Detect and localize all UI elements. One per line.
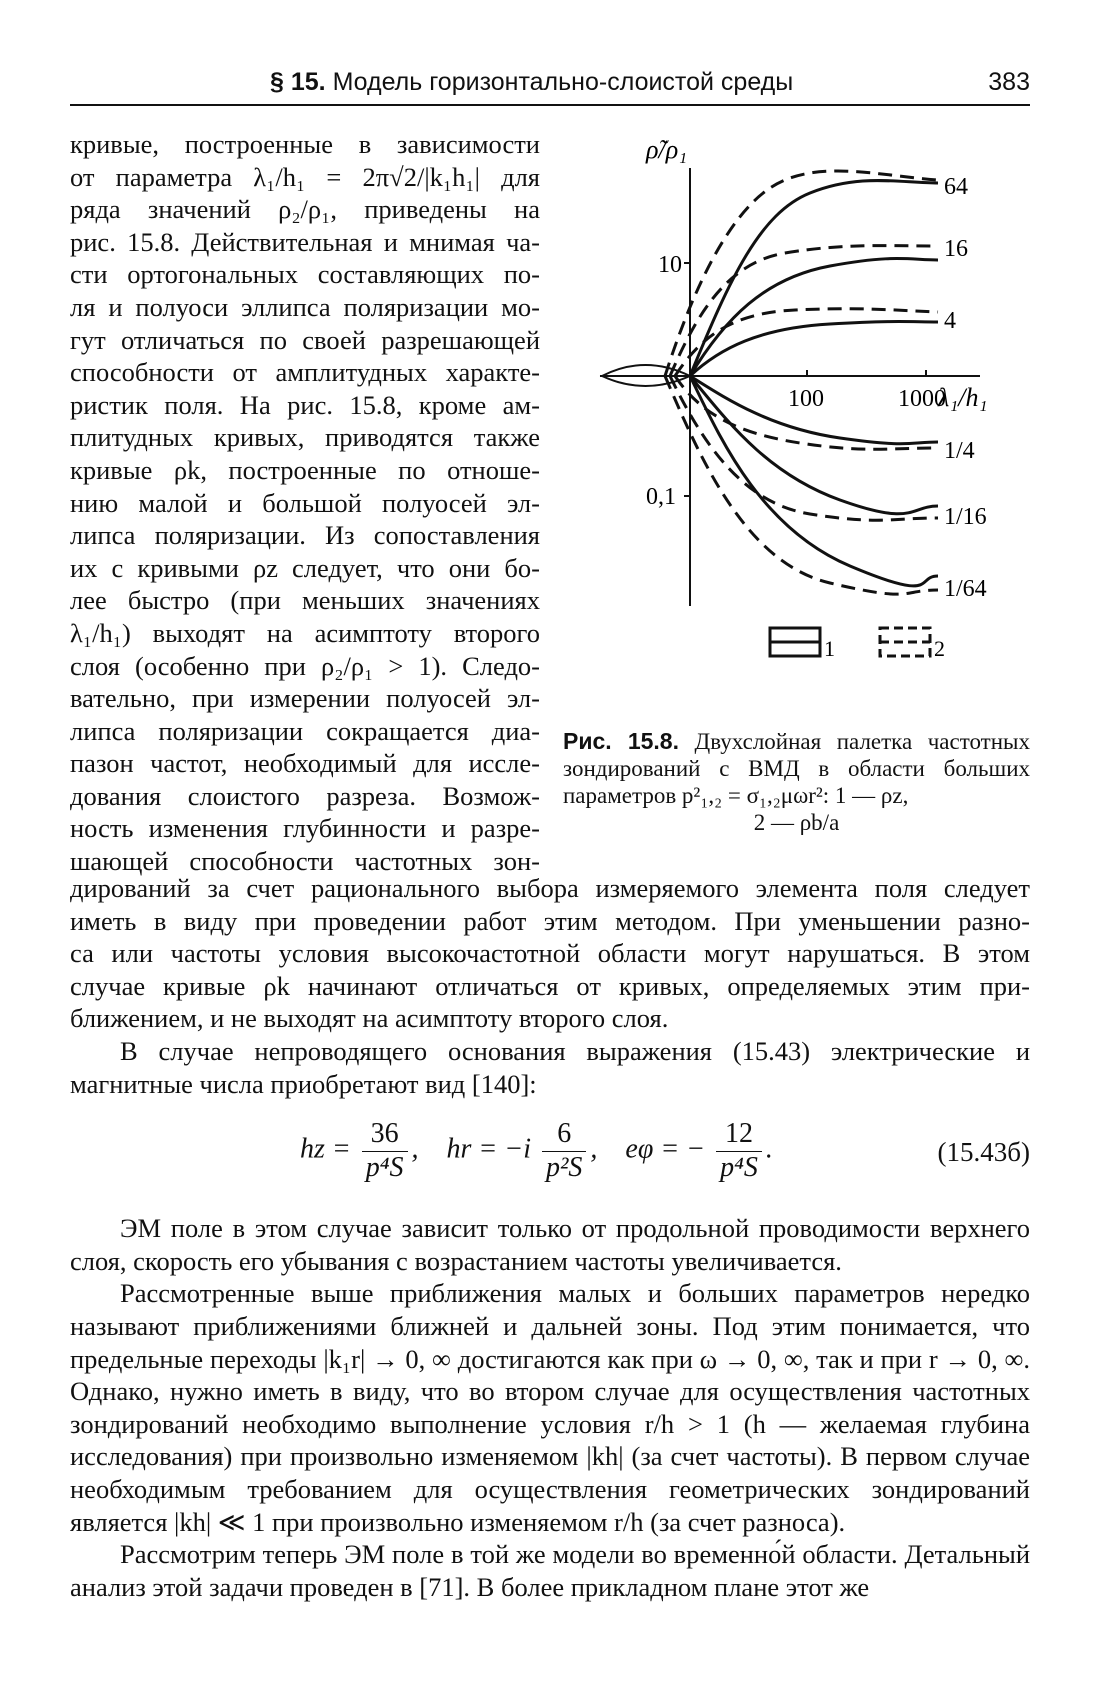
left-column-line: дования слоистого разреза. Возмож- xyxy=(70,780,540,811)
left-column-line: лее быстро (при меньших значениях xyxy=(70,585,540,616)
left-column-line: кривые ρk, построенные по отноше- xyxy=(70,454,540,485)
formula-ephi-num: 12 xyxy=(716,1118,762,1152)
formula-ephi-fraction xyxy=(716,1118,762,1184)
continuation-line: ближением, и не выходят на асимптоту второго слоя. xyxy=(70,1003,669,1034)
left-column-line: шающей способности частотных зон- xyxy=(70,846,540,877)
continuation-paragraph xyxy=(70,872,1030,1035)
formula-ephi-den: p⁴S xyxy=(720,1151,758,1183)
curve-label-1-4: 1/4 xyxy=(944,438,975,464)
main-text xyxy=(70,872,1030,1603)
section-title: Модель горизонтально-слоистой среды xyxy=(332,68,794,96)
left-column-text xyxy=(70,128,540,878)
left-column-line: липса поляризации сокращается диа- xyxy=(70,715,540,746)
continuation-line: са или частоты условия высокочастотной области могут нарушаться. В этом xyxy=(70,938,1030,969)
left-column-line: гут отличаться по своей разрешающей xyxy=(70,324,540,355)
paragraph-3: ЭМ поле в этом случае зависит только от продольной проводимости верхнего слоя, скорость его убывания с возрастанием частоты увеличивается. xyxy=(70,1213,1030,1276)
continuation-line: дирований за счет рационального выбора измеряемого элемента поля следует xyxy=(70,873,1030,903)
curve-label-64: 64 xyxy=(944,174,968,200)
left-column-line: липса поляризации. Из сопоставления xyxy=(70,520,540,551)
formula-ephi-lhs: eφ = − xyxy=(625,1133,706,1165)
formula-hr-fraction xyxy=(542,1118,586,1184)
paragraph-5: Рассмотрим теперь ЭМ поле в той же модели во временно́й области. Детальный анализ этой задачи проведен в [71]. В более прикладном плане этот же xyxy=(70,1539,1030,1602)
curve-label-16: 16 xyxy=(944,236,968,262)
continuation-line: случае кривые ρk начинают отличаться от кривых, определяемых этим при- xyxy=(70,970,1030,1001)
figure-15-8 xyxy=(560,128,1030,728)
left-column-line: плитудных кривых, приводятся также xyxy=(70,422,540,453)
left-column-line: способности от амплитудных характе- xyxy=(70,357,540,388)
curve-label-4: 4 xyxy=(944,308,956,334)
left-column-line: λ₁/h₁) выходят на асимптоту второго xyxy=(70,617,540,648)
formula-hz-fraction xyxy=(362,1118,408,1184)
left-column-line: вательно, при измерении полуосей эл- xyxy=(70,683,540,714)
formula-hr-lhs: hr = −i xyxy=(446,1133,531,1165)
y-tick-label-10: 10 xyxy=(658,252,682,278)
left-column-line: ряда значений ρ₂/ρ₁, приведены на xyxy=(70,194,540,225)
formula-expression: hz = $\frac{36}{\text{p⁴S}}$ , hr = −i $\frac{6}{\text{p²S}}$ , eφ = − $\frac{12}{\text{p⁴S}}$ . xyxy=(300,1118,773,1183)
left-column-line: слоя (особенно при ρ₂/ρ₁ > 1). Следо- xyxy=(70,650,540,681)
paragraph-2: В случае непроводящего основания выражения (15.43) электрические и магнитные числа приобретают вид [140]: xyxy=(70,1035,1030,1099)
formula-hz-den: p⁴S xyxy=(365,1151,404,1183)
formula-hr-den: p²S xyxy=(546,1151,583,1183)
legend-label-2: 2 xyxy=(934,636,945,661)
book-page xyxy=(70,0,1030,1684)
paragraph-4: Рассмотренные выше приближения малых и больших параметров нередко называют приближениями ближней и дальней зоны. Под этим понимается, что предельные переходы |k₁r| → 0, ∞ достигаются как при ω → 0, ∞, так и при r → 0, ∞. Однако, нужно иметь в виду, что во втором случае для осуществления частотных зондирований необходимо выполнение условия r/h > 1 (h — желаемая глубина исследования) при произвольно изменяемом |kh| (за счет частоты). В первом случае необходимым требованием для осуществления геометрических зондирований является |kh| ≪ 1 при произвольно изменяемом r/h (за счет разноса). xyxy=(70,1278,1030,1537)
left-column-line: кривые, построенные в зависимости xyxy=(70,129,540,159)
formula-15-43b xyxy=(70,1110,1030,1206)
left-column-line: их с кривыми ρz следует, что они бо- xyxy=(70,552,540,583)
formula-hz-num: 36 xyxy=(362,1118,408,1152)
left-column-line: от параметра λ₁/h₁ = 2π√2/|k₁h₁| для xyxy=(70,161,540,192)
continuation-line: иметь в виду при проведении работ этим методом. При уменьшении разно- xyxy=(70,905,1030,936)
left-column-line: пазон частот, необходимый для иссле- xyxy=(70,748,540,779)
y-axis-label: ρ̃/ρ₁ xyxy=(646,135,688,164)
solid-curve-64 xyxy=(690,181,938,377)
caption-text: Двухслойная палетка частотных зондирований с ВМД в области больших параметров p²₁,₂ = σ₁,₂μωr²: 1 — ρz, xyxy=(563,729,1030,808)
caption-label: Рис. 15.8. xyxy=(563,728,679,754)
left-column-line: ность изменения глубинности и разре- xyxy=(70,813,540,844)
equation-number: (15.43б) xyxy=(937,1137,1030,1168)
solid-curve-16 xyxy=(690,259,938,377)
curve-label-1-16: 1/16 xyxy=(944,504,987,530)
legend-item-dashed xyxy=(880,628,945,661)
caption-tail: 2 — ρb/a xyxy=(753,810,840,835)
legend-label-1: 1 xyxy=(824,636,835,661)
left-column-line: рис. 15.8. Действительная и мнимая ча- xyxy=(70,226,540,257)
header-title xyxy=(270,68,793,97)
palette-chart xyxy=(560,128,1030,728)
running-header xyxy=(70,64,1030,106)
solid-curve-4 xyxy=(690,322,938,377)
left-column-line: нию малой и большой полуосей эл- xyxy=(70,487,540,518)
x-tick-label-1000: 1000 xyxy=(898,386,946,412)
y-tick-label-0-1: 0,1 xyxy=(646,484,676,510)
legend-item-solid xyxy=(770,628,835,661)
left-column-line: ристик поля. На рис. 15.8, кроме ам- xyxy=(70,389,540,420)
x-tick-label-100: 100 xyxy=(788,386,824,412)
figure-caption xyxy=(563,728,1030,836)
left-column-line: сти ортогональных составляющих по- xyxy=(70,259,540,290)
left-column-line: ля и полуоси эллипса поляризации мо- xyxy=(70,291,540,322)
formula-hr-num: 6 xyxy=(542,1118,586,1152)
x-axis-label: λ₁/h₁ xyxy=(938,383,988,412)
curve-label-1-64: 1/64 xyxy=(944,576,987,602)
section-number: § 15. xyxy=(270,68,326,96)
page-number: 383 xyxy=(988,68,1030,96)
formula-hz-lhs: hz = xyxy=(300,1133,351,1165)
